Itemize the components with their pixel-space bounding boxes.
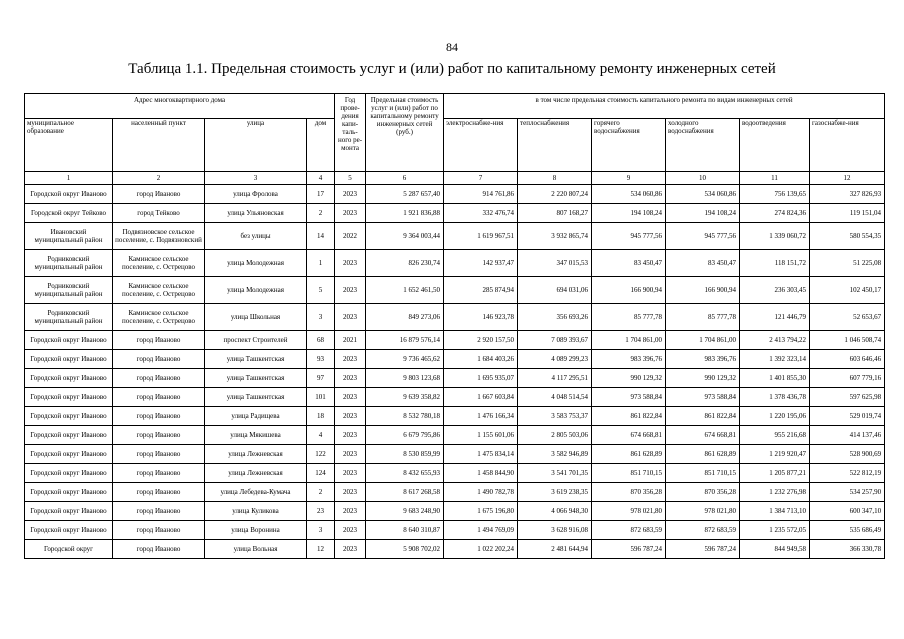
cell-settlement: Подвязновское сельское поселение, с. Подвязновский — [113, 223, 205, 250]
column-number: 12 — [810, 172, 885, 185]
cell-total-cost: 16 879 576,14 — [366, 331, 444, 350]
cell-year: 2023 — [335, 350, 366, 369]
table-row — [25, 277, 885, 304]
cell-house: 68 — [307, 331, 335, 350]
cell-hot-water-cost: 85 777,78 — [592, 304, 666, 331]
cell-municipality: Городской округ Иваново — [25, 483, 113, 502]
cell-house: 97 — [307, 369, 335, 388]
cell-house: 5 — [307, 277, 335, 304]
cell-house: 14 — [307, 223, 335, 250]
cell-hot-water-cost: 983 396,76 — [592, 350, 666, 369]
cell-house: 93 — [307, 350, 335, 369]
table-row — [25, 350, 885, 369]
cell-electric-cost: 1 155 601,06 — [444, 426, 518, 445]
cell-municipality: Городской округ Иваново — [25, 388, 113, 407]
cell-total-cost: 8 432 655,93 — [366, 464, 444, 483]
cell-electric-cost: 1 476 166,34 — [444, 407, 518, 426]
cell-heating-cost: 347 015,53 — [518, 250, 592, 277]
column-number: 9 — [592, 172, 666, 185]
table-row — [25, 540, 885, 559]
cell-total-cost: 5 287 657,40 — [366, 185, 444, 204]
cell-house: 12 — [307, 540, 335, 559]
column-number: 11 — [740, 172, 810, 185]
cell-electric-cost: 146 923,78 — [444, 304, 518, 331]
header-settlement: населенный пункт — [113, 119, 205, 172]
cell-sewerage-cost: 1 401 855,30 — [740, 369, 810, 388]
cell-settlement: город Иваново — [113, 540, 205, 559]
cell-street: улица Воронина — [205, 521, 307, 540]
cell-street: проспект Строителей — [205, 331, 307, 350]
header-total: Предельная стоимость услуг и (или) работ по капитальному ремонту инженерных сетей (руб.) — [366, 94, 444, 172]
cell-hot-water-cost: 945 777,56 — [592, 223, 666, 250]
cell-municipality: Городской округ Иваново — [25, 185, 113, 204]
table-row — [25, 223, 885, 250]
cell-cold-water-cost: 85 777,78 — [666, 304, 740, 331]
cell-heating-cost: 4 048 514,54 — [518, 388, 592, 407]
cell-heating-cost: 4 089 299,23 — [518, 350, 592, 369]
cell-settlement: город Иваново — [113, 483, 205, 502]
cell-heating-cost: 2 481 644,94 — [518, 540, 592, 559]
cell-house: 124 — [307, 464, 335, 483]
cell-street: улица Ульяновская — [205, 204, 307, 223]
cell-municipality: Городской округ Иваново — [25, 502, 113, 521]
cell-settlement: город Тейково — [113, 204, 205, 223]
header-municipality: муниципальное образование — [25, 119, 113, 172]
cell-gas-cost: 607 779,16 — [810, 369, 885, 388]
column-number: 2 — [113, 172, 205, 185]
cell-settlement: Каминское сельское поселение, с. Острецово — [113, 250, 205, 277]
cell-sewerage-cost: 121 446,79 — [740, 304, 810, 331]
cell-sewerage-cost: 1 339 060,72 — [740, 223, 810, 250]
cell-street: улица Куликова — [205, 502, 307, 521]
cell-electric-cost: 1 490 782,78 — [444, 483, 518, 502]
table-row — [25, 483, 885, 502]
cell-electric-cost: 332 476,74 — [444, 204, 518, 223]
cell-cold-water-cost: 973 588,84 — [666, 388, 740, 407]
table-row — [25, 521, 885, 540]
cell-cold-water-cost: 978 021,80 — [666, 502, 740, 521]
cell-street: улица Вольная — [205, 540, 307, 559]
cell-electric-cost: 1 475 834,14 — [444, 445, 518, 464]
cell-sewerage-cost: 1 205 877,21 — [740, 464, 810, 483]
column-numbers-row — [25, 172, 885, 185]
cell-year: 2021 — [335, 331, 366, 350]
cell-sewerage-cost: 844 949,58 — [740, 540, 810, 559]
cell-total-cost: 6 679 795,86 — [366, 426, 444, 445]
cell-street: без улицы — [205, 223, 307, 250]
cell-municipality: Городской округ Иваново — [25, 445, 113, 464]
cell-gas-cost: 535 686,49 — [810, 521, 885, 540]
cell-year: 2023 — [335, 464, 366, 483]
cell-hot-water-cost: 851 710,15 — [592, 464, 666, 483]
cell-electric-cost: 1 619 967,51 — [444, 223, 518, 250]
cell-sewerage-cost: 2 413 794,22 — [740, 331, 810, 350]
cell-cold-water-cost: 674 668,81 — [666, 426, 740, 445]
table-body — [25, 185, 885, 559]
table-row — [25, 407, 885, 426]
cell-year: 2023 — [335, 540, 366, 559]
cell-total-cost: 9 639 358,82 — [366, 388, 444, 407]
column-number: 7 — [444, 172, 518, 185]
header-sewerage: водоотведения — [740, 119, 810, 172]
cell-settlement: город Иваново — [113, 369, 205, 388]
header-electric: электроснабже-ния — [444, 119, 518, 172]
cell-cold-water-cost: 596 787,24 — [666, 540, 740, 559]
cell-settlement: Каминское сельское поселение, с. Острецово — [113, 277, 205, 304]
cost-table — [24, 93, 885, 559]
header-cold-water: холодного водоснабжения — [666, 119, 740, 172]
cell-municipality: Городской округ Иваново — [25, 407, 113, 426]
cell-hot-water-cost: 990 129,32 — [592, 369, 666, 388]
cell-total-cost: 9 364 003,44 — [366, 223, 444, 250]
cell-gas-cost: 522 812,19 — [810, 464, 885, 483]
column-number: 10 — [666, 172, 740, 185]
cell-street: улица Ташкентская — [205, 388, 307, 407]
cell-year: 2023 — [335, 483, 366, 502]
cell-year: 2022 — [335, 223, 366, 250]
column-number: 4 — [307, 172, 335, 185]
cell-hot-water-cost: 534 060,86 — [592, 185, 666, 204]
cell-total-cost: 8 530 859,99 — [366, 445, 444, 464]
cell-house: 122 — [307, 445, 335, 464]
cell-electric-cost: 1 022 202,24 — [444, 540, 518, 559]
cell-house: 2 — [307, 483, 335, 502]
cell-gas-cost: 51 225,08 — [810, 250, 885, 277]
cell-house: 1 — [307, 250, 335, 277]
cell-cold-water-cost: 872 683,59 — [666, 521, 740, 540]
cell-total-cost: 1 921 836,88 — [366, 204, 444, 223]
cell-house: 2 — [307, 204, 335, 223]
cell-electric-cost: 142 937,47 — [444, 250, 518, 277]
cell-year: 2023 — [335, 185, 366, 204]
cell-gas-cost: 119 151,04 — [810, 204, 885, 223]
cell-settlement: город Иваново — [113, 464, 205, 483]
column-number: 8 — [518, 172, 592, 185]
cell-gas-cost: 1 046 508,74 — [810, 331, 885, 350]
cell-heating-cost: 694 031,06 — [518, 277, 592, 304]
cell-municipality: Родниковский муниципальный район — [25, 304, 113, 331]
cell-house: 18 — [307, 407, 335, 426]
cell-gas-cost: 597 625,98 — [810, 388, 885, 407]
cell-settlement: город Иваново — [113, 407, 205, 426]
cell-total-cost: 5 908 702,02 — [366, 540, 444, 559]
cell-sewerage-cost: 1 384 713,10 — [740, 502, 810, 521]
cell-year: 2023 — [335, 388, 366, 407]
cell-sewerage-cost: 756 139,65 — [740, 185, 810, 204]
table-row — [25, 445, 885, 464]
cell-total-cost: 8 532 780,18 — [366, 407, 444, 426]
cell-municipality: Городской округ Иваново — [25, 426, 113, 445]
cell-street: улица Лежневская — [205, 464, 307, 483]
header-hot-water: горячего водоснабжения — [592, 119, 666, 172]
cell-cold-water-cost: 861 822,84 — [666, 407, 740, 426]
table-row — [25, 304, 885, 331]
cell-settlement: город Иваново — [113, 502, 205, 521]
cell-heating-cost: 3 932 865,74 — [518, 223, 592, 250]
cell-municipality: Городской округ Иваново — [25, 331, 113, 350]
cell-cold-water-cost: 851 710,15 — [666, 464, 740, 483]
cell-year: 2023 — [335, 426, 366, 445]
cell-hot-water-cost: 973 588,84 — [592, 388, 666, 407]
cell-hot-water-cost: 1 704 861,00 — [592, 331, 666, 350]
cell-municipality: Родниковский муниципальный район — [25, 250, 113, 277]
cell-total-cost: 8 640 310,87 — [366, 521, 444, 540]
cell-sewerage-cost: 1 220 195,06 — [740, 407, 810, 426]
column-number: 5 — [335, 172, 366, 185]
cell-street: улица Фролова — [205, 185, 307, 204]
cell-heating-cost: 7 089 393,67 — [518, 331, 592, 350]
cell-settlement: город Иваново — [113, 426, 205, 445]
cell-year: 2023 — [335, 277, 366, 304]
cell-hot-water-cost: 194 108,24 — [592, 204, 666, 223]
cell-sewerage-cost: 118 151,72 — [740, 250, 810, 277]
table-row — [25, 464, 885, 483]
cell-sewerage-cost: 1 378 436,78 — [740, 388, 810, 407]
cell-settlement: Каминское сельское поселение, с. Острецово — [113, 304, 205, 331]
header-breakdown-group: в том числе предельная стоимость капитального ремонта по видам инженерных сетей — [444, 94, 885, 119]
cell-cold-water-cost: 166 900,94 — [666, 277, 740, 304]
cell-cold-water-cost: 861 628,89 — [666, 445, 740, 464]
cell-settlement: город Иваново — [113, 350, 205, 369]
cell-cold-water-cost: 990 129,32 — [666, 369, 740, 388]
cell-cold-water-cost: 945 777,56 — [666, 223, 740, 250]
header-address-group: Адрес многоквартирного дома — [25, 94, 335, 119]
cell-municipality: Городской округ Иваново — [25, 350, 113, 369]
cell-gas-cost: 580 554,35 — [810, 223, 885, 250]
cell-gas-cost: 603 646,46 — [810, 350, 885, 369]
cell-year: 2023 — [335, 521, 366, 540]
cell-street: улица Мякишева — [205, 426, 307, 445]
cell-cold-water-cost: 194 108,24 — [666, 204, 740, 223]
cell-total-cost: 826 230,74 — [366, 250, 444, 277]
cell-sewerage-cost: 1 219 920,47 — [740, 445, 810, 464]
cell-municipality: Городской округ Иваново — [25, 521, 113, 540]
cell-hot-water-cost: 674 668,81 — [592, 426, 666, 445]
table-row — [25, 204, 885, 223]
cell-year: 2023 — [335, 250, 366, 277]
cell-gas-cost: 528 900,69 — [810, 445, 885, 464]
cell-electric-cost: 2 920 157,50 — [444, 331, 518, 350]
cell-heating-cost: 3 541 701,35 — [518, 464, 592, 483]
cell-house: 4 — [307, 426, 335, 445]
cell-street: улица Лежневская — [205, 445, 307, 464]
cell-cold-water-cost: 983 396,76 — [666, 350, 740, 369]
cell-total-cost: 1 652 461,50 — [366, 277, 444, 304]
cell-hot-water-cost: 978 021,80 — [592, 502, 666, 521]
cell-house: 23 — [307, 502, 335, 521]
cell-heating-cost: 3 582 946,89 — [518, 445, 592, 464]
page-number: 84 — [446, 40, 458, 54]
cell-gas-cost: 52 653,67 — [810, 304, 885, 331]
header-year: Год прове-дения капи-таль-ного ре-монта — [335, 94, 366, 172]
cell-heating-cost: 356 693,26 — [518, 304, 592, 331]
cell-heating-cost: 3 583 753,37 — [518, 407, 592, 426]
cell-street: улица Ташкентская — [205, 350, 307, 369]
cell-settlement: город Иваново — [113, 331, 205, 350]
cell-sewerage-cost: 236 303,45 — [740, 277, 810, 304]
table-row — [25, 388, 885, 407]
cell-municipality: Городской округ Иваново — [25, 369, 113, 388]
cell-total-cost: 849 273,06 — [366, 304, 444, 331]
cell-street: улица Ташкентская — [205, 369, 307, 388]
cell-electric-cost: 1 675 196,80 — [444, 502, 518, 521]
cell-municipality: Городской округ Иваново — [25, 464, 113, 483]
cell-street: улица Молодежная — [205, 277, 307, 304]
cell-electric-cost: 914 761,86 — [444, 185, 518, 204]
header-gas: газоснабже-ния — [810, 119, 885, 172]
cell-street: улица Радищева — [205, 407, 307, 426]
cell-settlement: город Иваново — [113, 445, 205, 464]
cell-year: 2023 — [335, 304, 366, 331]
cell-house: 17 — [307, 185, 335, 204]
cell-sewerage-cost: 1 232 276,98 — [740, 483, 810, 502]
cell-gas-cost: 327 826,93 — [810, 185, 885, 204]
cell-electric-cost: 1 695 935,07 — [444, 369, 518, 388]
cell-hot-water-cost: 861 822,84 — [592, 407, 666, 426]
cell-municipality: Родниковский муниципальный район — [25, 277, 113, 304]
cell-cold-water-cost: 83 450,47 — [666, 250, 740, 277]
cell-total-cost: 8 617 268,58 — [366, 483, 444, 502]
cell-gas-cost: 600 347,10 — [810, 502, 885, 521]
table-row — [25, 502, 885, 521]
column-number: 6 — [366, 172, 444, 185]
cell-sewerage-cost: 955 216,68 — [740, 426, 810, 445]
cell-year: 2023 — [335, 204, 366, 223]
cell-hot-water-cost: 872 683,59 — [592, 521, 666, 540]
cell-hot-water-cost: 861 628,89 — [592, 445, 666, 464]
cell-heating-cost: 4 066 948,30 — [518, 502, 592, 521]
cell-hot-water-cost: 166 900,94 — [592, 277, 666, 304]
header-heating: теплоснабжения — [518, 119, 592, 172]
cell-cold-water-cost: 1 704 861,00 — [666, 331, 740, 350]
cell-electric-cost: 1 494 769,09 — [444, 521, 518, 540]
cell-hot-water-cost: 870 356,28 — [592, 483, 666, 502]
cell-year: 2023 — [335, 502, 366, 521]
cell-sewerage-cost: 1 392 323,14 — [740, 350, 810, 369]
cell-total-cost: 9 803 123,68 — [366, 369, 444, 388]
table-row — [25, 369, 885, 388]
cell-gas-cost: 102 450,17 — [810, 277, 885, 304]
cell-gas-cost: 414 137,46 — [810, 426, 885, 445]
cell-hot-water-cost: 83 450,47 — [592, 250, 666, 277]
header-house: дом — [307, 119, 335, 172]
cell-settlement: город Иваново — [113, 521, 205, 540]
cell-electric-cost: 1 667 603,84 — [444, 388, 518, 407]
cell-cold-water-cost: 870 356,28 — [666, 483, 740, 502]
cell-street: улица Лебедева-Кумача — [205, 483, 307, 502]
cell-settlement: город Иваново — [113, 185, 205, 204]
cell-house: 3 — [307, 304, 335, 331]
header-street: улица — [205, 119, 307, 172]
cell-electric-cost: 1 684 403,26 — [444, 350, 518, 369]
cell-year: 2023 — [335, 407, 366, 426]
cell-settlement: город Иваново — [113, 388, 205, 407]
cell-municipality: Городской округ — [25, 540, 113, 559]
cell-total-cost: 9 736 465,62 — [366, 350, 444, 369]
table-row — [25, 331, 885, 350]
column-number: 3 — [205, 172, 307, 185]
cell-house: 101 — [307, 388, 335, 407]
cell-year: 2023 — [335, 445, 366, 464]
cell-gas-cost: 529 019,74 — [810, 407, 885, 426]
cell-municipality: Городской округ Тейково — [25, 204, 113, 223]
table-row — [25, 250, 885, 277]
cell-electric-cost: 1 458 844,90 — [444, 464, 518, 483]
table-row — [25, 185, 885, 204]
cell-gas-cost: 366 330,78 — [810, 540, 885, 559]
cell-sewerage-cost: 274 824,36 — [740, 204, 810, 223]
cell-total-cost: 9 683 248,90 — [366, 502, 444, 521]
table-row — [25, 426, 885, 445]
column-number: 1 — [25, 172, 113, 185]
cell-sewerage-cost: 1 235 572,05 — [740, 521, 810, 540]
cell-heating-cost: 3 628 916,08 — [518, 521, 592, 540]
cell-street: улица Школьная — [205, 304, 307, 331]
cell-electric-cost: 285 874,94 — [444, 277, 518, 304]
cell-heating-cost: 2 220 807,24 — [518, 185, 592, 204]
cell-heating-cost: 2 805 503,06 — [518, 426, 592, 445]
cell-municipality: Ивановский муниципальный район — [25, 223, 113, 250]
cell-house: 3 — [307, 521, 335, 540]
cell-hot-water-cost: 596 787,24 — [592, 540, 666, 559]
cell-heating-cost: 807 168,27 — [518, 204, 592, 223]
table-title: Таблица 1.1. Предельная стоимость услуг и (или) работ по капитальному ремонту инженерных сетей — [128, 61, 776, 77]
cell-heating-cost: 3 619 238,35 — [518, 483, 592, 502]
cell-street: улица Молодежная — [205, 250, 307, 277]
cell-cold-water-cost: 534 060,86 — [666, 185, 740, 204]
cell-heating-cost: 4 117 295,51 — [518, 369, 592, 388]
cell-year: 2023 — [335, 369, 366, 388]
cell-gas-cost: 534 257,90 — [810, 483, 885, 502]
